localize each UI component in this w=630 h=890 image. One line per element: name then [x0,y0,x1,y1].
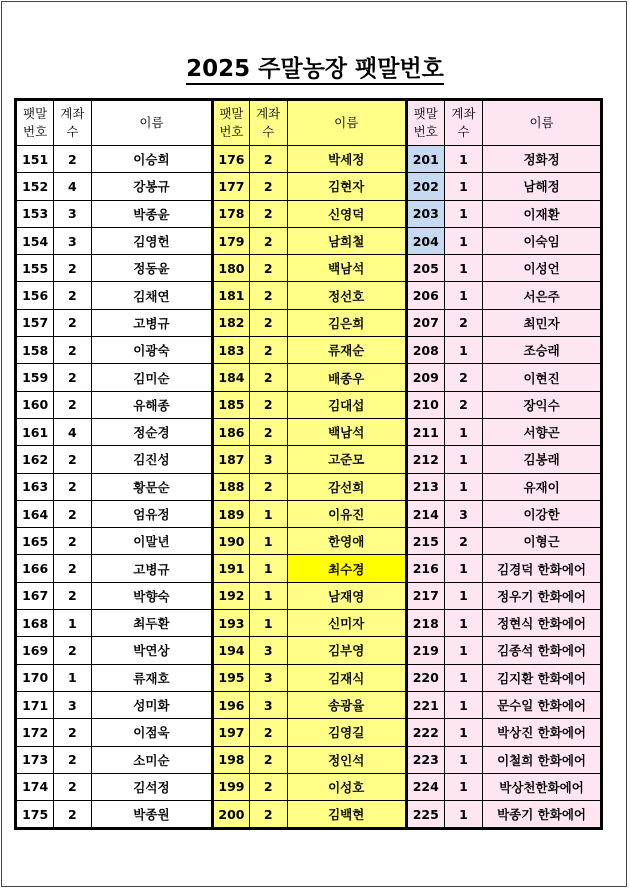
name-cell: 박상천한화에어 [483,773,602,800]
name-cell: 이성호 [287,773,406,800]
sign-number-cell: 166 [16,555,54,582]
sign-number-cell: 206 [406,282,444,309]
account-count-cell: 4 [54,173,91,200]
name-cell: 이현진 [483,364,602,391]
sign-number-cell: 173 [16,746,54,773]
sign-number-cell: 211 [406,418,444,445]
account-count-cell: 2 [249,473,287,500]
name-cell: 이성언 [483,255,602,282]
account-count-cell: 2 [249,773,287,800]
account-count-cell: 2 [54,255,91,282]
sign-number-cell: 167 [16,582,54,609]
name-cell: 김영길 [287,719,406,746]
name-cell: 이승희 [91,146,213,173]
account-count-cell: 1 [444,719,482,746]
page-title [0,50,630,83]
sign-number-cell: 193 [213,610,249,637]
account-count-cell: 2 [54,773,91,800]
account-count-cell: 2 [444,364,482,391]
account-count-cell: 1 [54,664,91,691]
account-count-cell: 2 [249,200,287,227]
account-count-cell: 2 [249,391,287,418]
name-cell: 박종원 [91,801,213,829]
table-row [16,719,602,746]
sign-number-cell: 170 [16,664,54,691]
account-count-cell: 4 [54,418,91,445]
name-cell: 김석정 [91,773,213,800]
table-row [16,664,602,691]
account-count-cell: 1 [444,200,482,227]
account-count-cell: 1 [54,610,91,637]
account-count-cell: 3 [444,500,482,527]
name-cell: 이유진 [287,500,406,527]
name-cell: 서은주 [483,282,602,309]
account-count-cell: 1 [444,337,482,364]
sign-number-table [14,98,603,830]
name-cell: 정현식 한화에어 [483,610,602,637]
sign-number-cell: 157 [16,309,54,336]
table-row [16,173,602,200]
sign-number-cell: 160 [16,391,54,418]
name-cell: 김종석 한화에어 [483,637,602,664]
sign-number-cell: 221 [406,691,444,718]
name-cell: 김미순 [91,364,213,391]
account-count-cell: 2 [54,446,91,473]
account-count-cell: 2 [54,146,91,173]
account-count-cell: 2 [249,719,287,746]
name-cell: 김대섭 [287,391,406,418]
account-count-cell: 1 [249,610,287,637]
table-row [16,146,602,173]
name-cell: 김지환 한화에어 [483,664,602,691]
name-cell: 이말년 [91,528,213,555]
name-cell: 박종윤 [91,200,213,227]
account-count-cell: 2 [54,309,91,336]
name-cell: 이재환 [483,200,602,227]
account-count-cell: 2 [54,528,91,555]
account-count-cell: 3 [249,664,287,691]
header-name: 이름 [287,100,406,146]
sign-number-cell: 180 [213,255,249,282]
sign-number-cell: 175 [16,801,54,829]
account-count-cell: 3 [54,200,91,227]
name-cell: 김부영 [287,637,406,664]
sign-number-cell: 186 [213,418,249,445]
account-count-cell: 2 [54,500,91,527]
name-cell: 정우기 한화에어 [483,582,602,609]
name-cell: 이숙임 [483,227,602,254]
account-count-cell: 3 [249,691,287,718]
account-count-cell: 2 [249,227,287,254]
account-count-cell: 1 [444,610,482,637]
name-cell: 문수일 한화에어 [483,691,602,718]
table-row [16,364,602,391]
name-cell: 장익수 [483,391,602,418]
sign-number-cell: 177 [213,173,249,200]
name-cell: 유해종 [91,391,213,418]
sign-number-cell: 183 [213,337,249,364]
table-row [16,227,602,254]
account-count-cell: 2 [444,309,482,336]
sign-number-cell: 207 [406,309,444,336]
sign-number-cell: 191 [213,555,249,582]
table-row [16,691,602,718]
name-cell: 고준모 [287,446,406,473]
account-count-cell: 1 [444,227,482,254]
account-count-cell: 2 [249,173,287,200]
sign-number-cell: 178 [213,200,249,227]
account-count-cell: 2 [249,309,287,336]
sign-number-cell: 152 [16,173,54,200]
name-cell: 김영헌 [91,227,213,254]
account-count-cell: 1 [444,282,482,309]
sign-number-cell: 195 [213,664,249,691]
account-count-cell: 1 [444,664,482,691]
sign-number-cell: 203 [406,200,444,227]
name-cell: 김재식 [287,664,406,691]
account-count-cell: 3 [249,446,287,473]
account-count-cell: 2 [54,337,91,364]
sign-number-cell: 219 [406,637,444,664]
sign-number-cell: 161 [16,418,54,445]
name-cell: 박종기 한화에어 [483,801,602,829]
sign-number-cell: 213 [406,473,444,500]
name-cell: 박연상 [91,637,213,664]
account-count-cell: 3 [54,227,91,254]
account-count-cell: 2 [54,555,91,582]
account-count-cell: 2 [249,255,287,282]
sign-number-cell: 165 [16,528,54,555]
sign-number-cell: 196 [213,691,249,718]
sign-number-cell: 187 [213,446,249,473]
account-count-cell: 2 [249,282,287,309]
account-count-cell: 1 [444,637,482,664]
header-sign-number: 팻말 번호 [213,100,249,146]
sign-number-cell: 158 [16,337,54,364]
name-cell: 남해정 [483,173,602,200]
name-cell: 이강한 [483,500,602,527]
sign-number-cell: 190 [213,528,249,555]
sign-number-cell: 151 [16,146,54,173]
account-count-cell: 1 [249,500,287,527]
sign-number-cell: 171 [16,691,54,718]
account-count-cell: 1 [249,555,287,582]
account-count-cell: 1 [444,582,482,609]
account-count-cell: 1 [444,555,482,582]
header-account-count: 계좌 수 [54,100,91,146]
name-cell: 백남석 [287,418,406,445]
name-cell: 김백현 [287,801,406,829]
account-count-cell: 2 [54,637,91,664]
sign-number-cell: 164 [16,500,54,527]
name-cell: 최수경 [287,555,406,582]
sign-number-cell: 162 [16,446,54,473]
table-row [16,337,602,364]
sign-number-cell: 155 [16,255,54,282]
name-cell: 남재영 [287,582,406,609]
name-cell: 배종우 [287,364,406,391]
name-cell: 한영애 [287,528,406,555]
table-row [16,282,602,309]
name-cell: 정화정 [483,146,602,173]
name-cell: 소미순 [91,746,213,773]
account-count-cell: 1 [249,528,287,555]
sign-number-cell: 184 [213,364,249,391]
sign-number-cell: 163 [16,473,54,500]
header-name: 이름 [91,100,213,146]
name-cell: 정동윤 [91,255,213,282]
sign-number-cell: 182 [213,309,249,336]
header-account-count: 계좌 수 [249,100,287,146]
account-count-cell: 2 [54,473,91,500]
sign-number-cell: 179 [213,227,249,254]
name-cell: 이광숙 [91,337,213,364]
sign-number-cell: 210 [406,391,444,418]
sign-number-cell: 222 [406,719,444,746]
account-count-cell: 2 [54,364,91,391]
sign-number-cell: 169 [16,637,54,664]
account-count-cell: 2 [249,146,287,173]
table-row [16,773,602,800]
name-cell: 신미자 [287,610,406,637]
table-row [16,528,602,555]
header-sign-number: 팻말 번호 [16,100,54,146]
name-cell: 김경덕 한화에어 [483,555,602,582]
account-count-cell: 2 [54,746,91,773]
name-cell: 정선호 [287,282,406,309]
page-title-text: 2025 주말농장 팻말번호 [186,56,444,85]
account-count-cell: 2 [54,801,91,829]
account-count-cell: 1 [444,255,482,282]
header-account-count: 계좌 수 [444,100,482,146]
sign-number-cell: 220 [406,664,444,691]
account-count-cell: 1 [249,582,287,609]
name-cell: 남희철 [287,227,406,254]
table-row [16,418,602,445]
account-count-cell: 1 [444,746,482,773]
account-count-cell: 1 [444,691,482,718]
name-cell: 김은희 [287,309,406,336]
table-row [16,473,602,500]
name-cell: 박향숙 [91,582,213,609]
table-row [16,391,602,418]
sign-number-cell: 217 [406,582,444,609]
name-cell: 이형근 [483,528,602,555]
header-name: 이름 [483,100,602,146]
table-row [16,200,602,227]
account-count-cell: 1 [444,773,482,800]
sign-number-cell: 204 [406,227,444,254]
name-cell: 김진성 [91,446,213,473]
sign-number-cell: 154 [16,227,54,254]
sign-number-cell: 218 [406,610,444,637]
sign-number-cell: 197 [213,719,249,746]
sign-number-cell: 194 [213,637,249,664]
name-cell: 고병규 [91,555,213,582]
account-count-cell: 2 [444,528,482,555]
header-sign-number: 팻말 번호 [406,100,444,146]
table-row [16,637,602,664]
account-count-cell: 2 [54,282,91,309]
sign-number-cell: 202 [406,173,444,200]
sign-number-cell: 216 [406,555,444,582]
name-cell: 엄유정 [91,500,213,527]
sign-number-cell: 200 [213,801,249,829]
name-cell: 이점욱 [91,719,213,746]
sign-number-cell: 159 [16,364,54,391]
account-count-cell: 1 [444,173,482,200]
account-count-cell: 2 [54,391,91,418]
name-cell: 류재호 [91,664,213,691]
sign-number-cell: 188 [213,473,249,500]
name-cell: 신영덕 [287,200,406,227]
sign-number-cell: 185 [213,391,249,418]
account-count-cell: 2 [249,801,287,829]
sign-number-cell: 225 [406,801,444,829]
table-row [16,500,602,527]
name-cell: 감선희 [287,473,406,500]
name-cell: 서향곤 [483,418,602,445]
table-row [16,309,602,336]
sign-number-cell: 198 [213,746,249,773]
name-cell: 정순경 [91,418,213,445]
sign-number-cell: 199 [213,773,249,800]
name-cell: 최두환 [91,610,213,637]
name-cell: 송광율 [287,691,406,718]
sign-number-cell: 168 [16,610,54,637]
account-count-cell: 2 [54,582,91,609]
account-count-cell: 3 [249,637,287,664]
name-cell: 류재순 [287,337,406,364]
account-count-cell: 2 [249,364,287,391]
sign-number-cell: 208 [406,337,444,364]
name-cell: 박상진 한화에어 [483,719,602,746]
sign-number-cell: 174 [16,773,54,800]
sign-number-cell: 215 [406,528,444,555]
name-cell: 김채연 [91,282,213,309]
sign-number-cell: 212 [406,446,444,473]
sign-number-cell: 214 [406,500,444,527]
sign-number-cell: 224 [406,773,444,800]
sign-number-cell: 172 [16,719,54,746]
sign-number-cell: 209 [406,364,444,391]
account-count-cell: 2 [249,418,287,445]
account-count-cell: 2 [54,719,91,746]
name-cell: 조승래 [483,337,602,364]
name-cell: 유재이 [483,473,602,500]
account-count-cell: 1 [444,418,482,445]
name-cell: 성미화 [91,691,213,718]
name-cell: 박세정 [287,146,406,173]
account-count-cell: 2 [249,337,287,364]
account-count-cell: 1 [444,801,482,829]
sign-number-cell: 181 [213,282,249,309]
account-count-cell: 2 [249,746,287,773]
account-count-cell: 1 [444,146,482,173]
table-row [16,801,602,829]
table-row [16,555,602,582]
account-count-cell: 1 [444,446,482,473]
sign-number-cell: 201 [406,146,444,173]
name-cell: 정인석 [287,746,406,773]
sign-number-cell: 189 [213,500,249,527]
name-cell: 백남석 [287,255,406,282]
sign-number-cell: 176 [213,146,249,173]
account-count-cell: 3 [54,691,91,718]
table-row [16,446,602,473]
table-row [16,610,602,637]
account-count-cell: 2 [444,391,482,418]
name-cell: 황문순 [91,473,213,500]
name-cell: 고병규 [91,309,213,336]
header-row [16,100,602,146]
sign-number-cell: 205 [406,255,444,282]
name-cell: 이철희 한화에어 [483,746,602,773]
sign-number-cell: 223 [406,746,444,773]
name-cell: 강봉규 [91,173,213,200]
table-row [16,255,602,282]
account-count-cell: 1 [444,473,482,500]
table-row [16,746,602,773]
sign-number-cell: 192 [213,582,249,609]
name-cell: 최민자 [483,309,602,336]
table-row [16,582,602,609]
sign-number-cell: 156 [16,282,54,309]
sign-number-cell: 153 [16,200,54,227]
name-cell: 김봉래 [483,446,602,473]
name-cell: 김현자 [287,173,406,200]
